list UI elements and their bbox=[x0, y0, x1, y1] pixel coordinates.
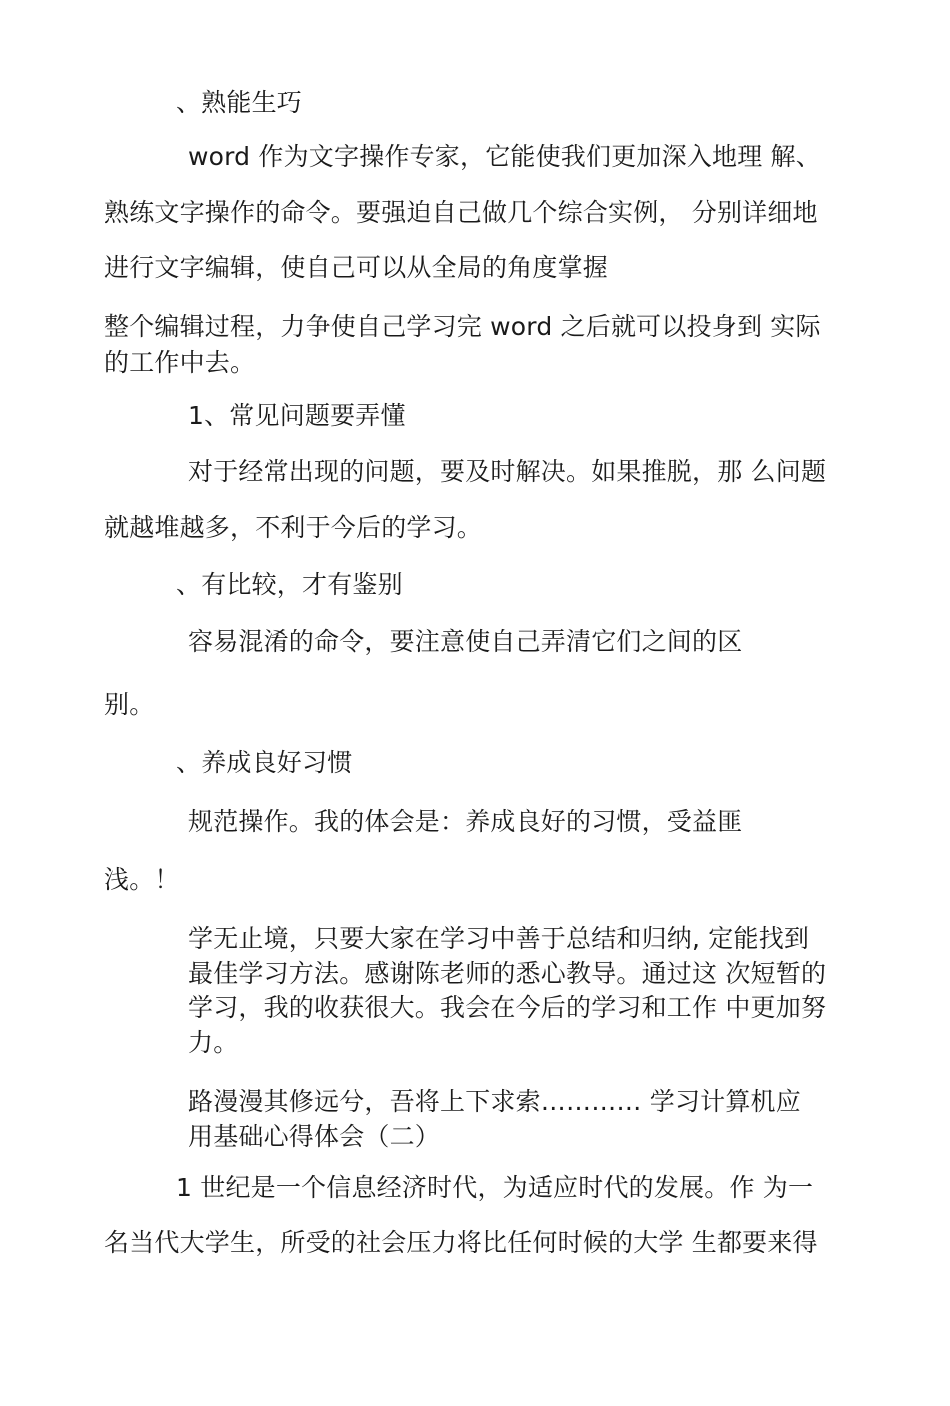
paragraph-line: 就越堆越多，不利于今后的学习。 bbox=[104, 513, 483, 542]
heading-comparison: 、有比较，才有鉴别 bbox=[176, 570, 403, 599]
paragraph-line: 路漫漫其修远兮，吾将上下求索………… 学习计算机应 bbox=[188, 1087, 801, 1116]
paragraph-line: 容易混淆的命令，要注意使自己弄清它们之间的区 bbox=[188, 627, 743, 656]
paragraph-line: 对于经常出现的问题，要及时解决。如果推脱，那 么问题 bbox=[188, 457, 827, 486]
heading-good-habits: 、养成良好习惯 bbox=[176, 748, 353, 777]
paragraph-line: 名当代大学生，所受的社会压力将比任何时候的大学 生都要来得 bbox=[104, 1228, 818, 1257]
paragraph-line: 最佳学习方法。感谢陈老师的悉心教导。通过这 次短暂的 bbox=[188, 959, 827, 988]
paragraph-line: 熟练文字操作的命令。要强迫自己做几个综合实例， 分别详细地 bbox=[104, 198, 818, 227]
paragraph-line: 别。 bbox=[104, 690, 155, 719]
paragraph-line: 进行文字编辑，使自己可以从全局的角度掌握 bbox=[104, 253, 609, 282]
paragraph-line: 学习，我的收获很大。我会在今后的学习和工作 中更加努 bbox=[188, 993, 827, 1022]
heading-common-problems: 1、常见问题要弄懂 bbox=[188, 401, 406, 430]
section-title-two: 用基础心得体会（二） bbox=[188, 1122, 441, 1151]
paragraph-line: 学无止境，只要大家在学习中善于总结和归纳, 定能找到 bbox=[188, 924, 810, 953]
paragraph-line: 力。 bbox=[188, 1028, 239, 1057]
paragraph-line: 浅。！ bbox=[104, 865, 180, 894]
paragraph-line: 整个编辑过程，力争使自己学习完 word 之后就可以投身到 实际 bbox=[104, 312, 821, 341]
paragraph-line: word 作为文字操作专家，它能使我们更加深入地理 解、 bbox=[188, 142, 821, 171]
paragraph-line: 的工作中去。 bbox=[104, 348, 256, 377]
paragraph-line: 规范操作。我的体会是：养成良好的习惯，受益匪 bbox=[188, 807, 743, 836]
paragraph-line: 1 世纪是一个信息经济时代，为适应时代的发展。作 为一 bbox=[176, 1173, 814, 1202]
heading-practice: 、熟能生巧 bbox=[176, 88, 303, 117]
